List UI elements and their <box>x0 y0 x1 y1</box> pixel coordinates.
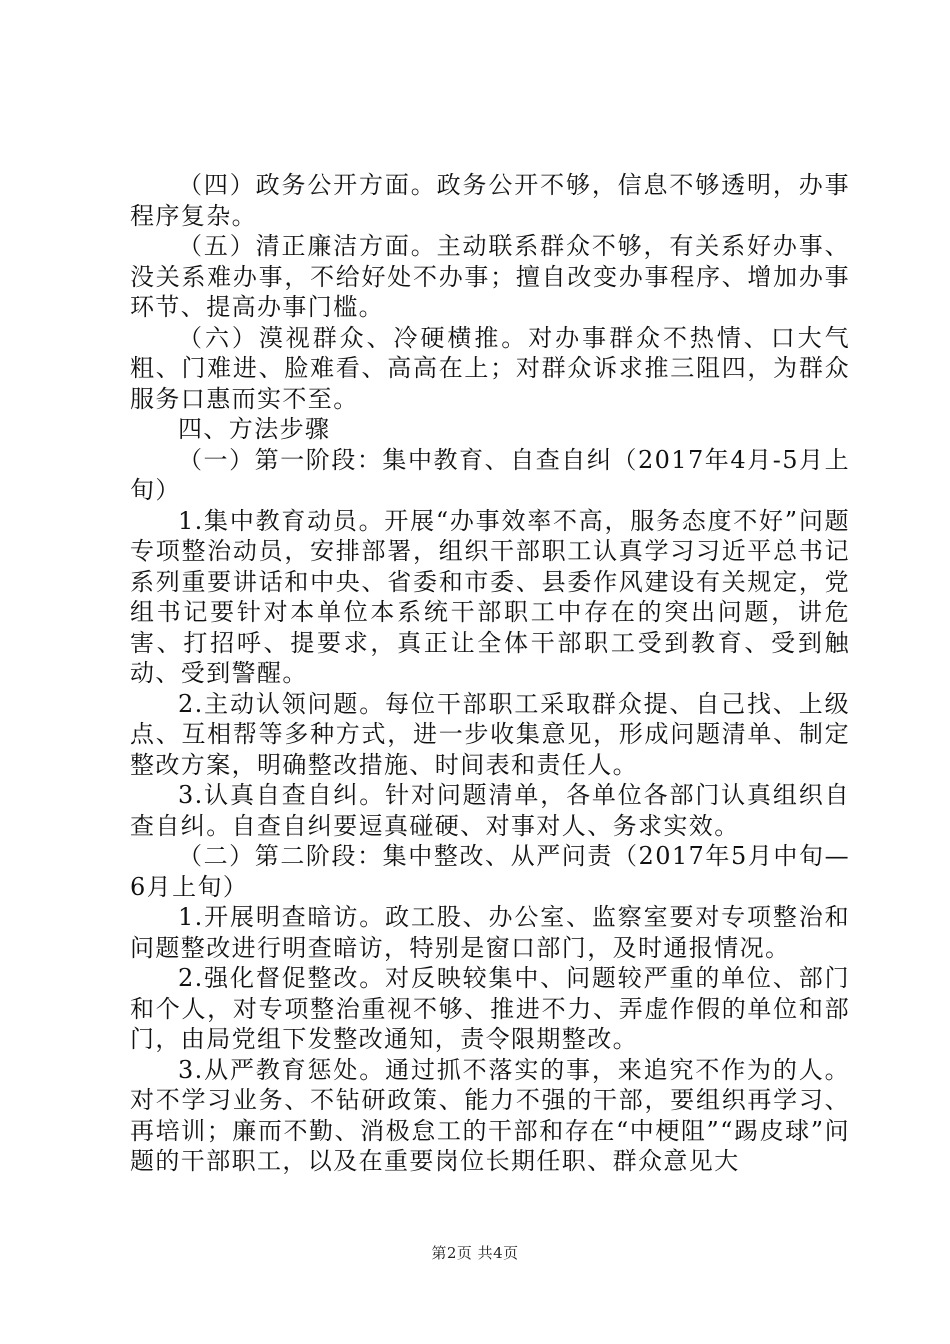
stage-1-item-2: 2.主动认领问题。每位干部职工采取群众提、自己找、上级点、互相帮等多种方式，进一步收集意见，形成问题清单、制定整改方案，明确整改措施、时间表和责任人。 <box>130 689 850 779</box>
stage-2-item-1: 1.开展明查暗访。政工股、办公室、监察室要对专项整治和问题整改进行明查暗访，特别是窗口部门，及时通报情况。 <box>130 903 850 962</box>
stage-1-item-1: 1.集中教育动员。开展“办事效率不高，服务态度不好”问题专项整治动员，安排部署，组织干部职工认真学习习近平总书记系列重要讲话和中央、省委和市委、县委作风建设有关规定，党组书记要针对本单位本系统干部职工中存在的突出问题，讲危害、打招呼、提要求，真正让全体干部职工受到教育、受到触动、受到警醒。 <box>130 506 850 687</box>
document-body <box>130 170 850 1177</box>
paragraph-5-integrity: （五）清正廉洁方面。主动联系群众不够，有关系好办事、没关系难办事，不给好处不办事；擅自改变办事程序、增加办事环节、提高办事门槛。 <box>130 232 850 321</box>
paragraph-6-neglect: （六）漠视群众、冷硬横推。对办事群众不热情、口大气粗、门难进、脸难看、高高在上；对群众诉求推三阻四，为群众服务口惠而实不至。 <box>130 323 850 413</box>
stage-1-item-3: 3.认真自查自纠。针对问题清单，各单位各部门认真组织自查自纠。自查自纠要逗真碰硬、对事对人、务求实效。 <box>130 781 850 840</box>
page-number-footer: 第2页 共4页 <box>431 1244 519 1262</box>
stage-2-item-2: 2.强化督促整改。对反映较集中、问题较严重的单位、部门和个人，对专项整治重视不够、推进不力、弄虚作假的单位和部门，由局党组下发整改通知，责令限期整改。 <box>130 964 850 1053</box>
stage-1-heading: （一）第一阶段：集中教育、自查自纠（2017年4月-5月上旬） <box>130 445 850 504</box>
paragraph-4-gov-affairs: （四）政务公开方面。政务公开不够，信息不够透明，办事程序复杂。 <box>130 171 850 230</box>
stage-2-heading: （二）第二阶段：集中整改、从严问责（2017年5月中旬—6月上旬） <box>130 842 850 901</box>
stage-2-item-3: 3.从严教育惩处。通过抓不落实的事，来追究不作为的人。对不学习业务、不钻研政策、能力不强的干部，要组织再学习、再培训；廉而不勤、消极怠工的干部和存在“中梗阻”“踢皮球”问题的干部职工，以及在重要岗位长期任职、群众意见大 <box>130 1055 850 1175</box>
section-heading-methods: 四、方法步骤 <box>178 415 331 443</box>
